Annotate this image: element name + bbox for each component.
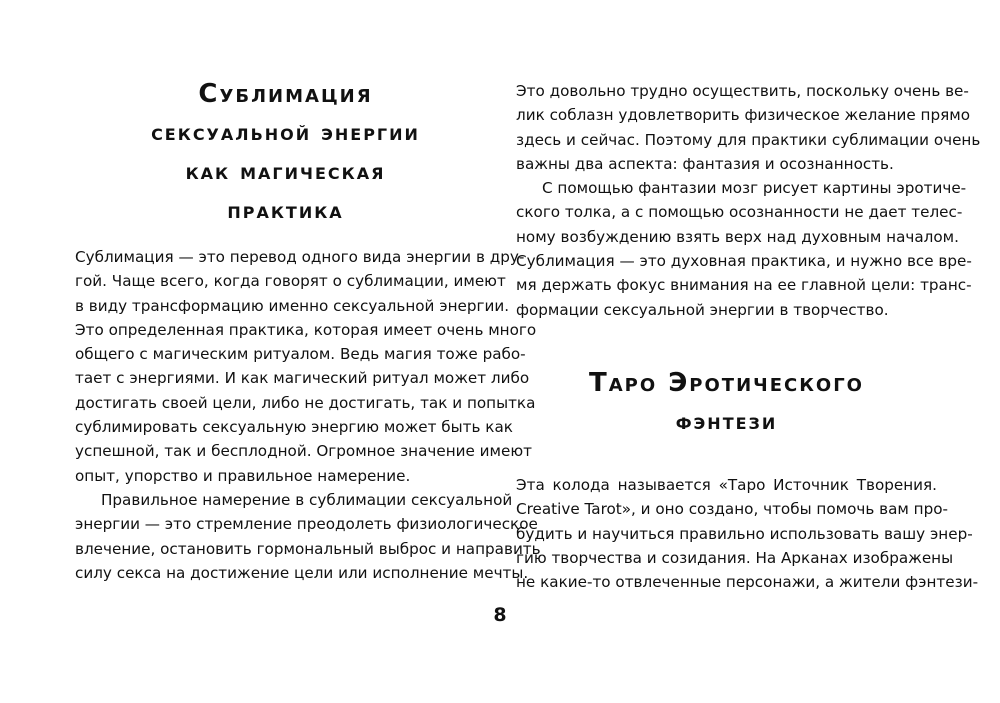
text-line: сублимировать сексуальную энергию может быть как [75, 418, 513, 437]
text-line: Сублимация — это духовная практика, и нужно все вре- [516, 252, 972, 271]
text-line: не какие-то отвлеченные персонажи, а жители фэнтези- [516, 573, 979, 592]
text-line: будить и научиться правильно использовать вашу энер- [516, 524, 973, 543]
text-line: Эта колода называется «Таро Источник Творения. [516, 475, 937, 494]
text-line: Это довольно трудно осуществить, поскольку очень ве- [516, 82, 969, 100]
text-line: мя держать фокус внимания на ее главной цели: транс- [516, 276, 972, 295]
text-line: Сублимация — это перевод одного вида энергии в дру- [75, 248, 525, 266]
text-line: здесь и сейчас. Поэтому для практики сублимации очень [516, 130, 981, 149]
section-heading-erotic-fantasy-tarot [516, 364, 937, 442]
heading-line: Сублимация [198, 79, 373, 109]
page-number: 8 [493, 604, 507, 626]
text-line: формации сексуальной энергии в творчество. [516, 300, 889, 319]
right-column [516, 0, 981, 594]
heading-line: сексуальной энергии [151, 120, 420, 146]
text-line: ному возбуждению взять верх над духовным началом. [516, 227, 959, 246]
text-line: ского толка, а с помощью осознанности не дает телес- [516, 203, 963, 222]
paragraph-fantasy-awareness [516, 176, 972, 322]
heading-line: как магическая [185, 159, 386, 185]
heading-line: Таро Эротического [589, 367, 864, 398]
heading-line: практика [227, 198, 344, 224]
paragraph-right-intention [75, 488, 541, 585]
text-line: тает с энергиями. И как магический ритуал может либо [75, 369, 530, 388]
text-line: в виду трансформацию именно сексуальной энергии. [75, 296, 510, 315]
text-line: важны два аспекта: фантазия и осознанность. [516, 154, 894, 173]
paragraph-deck-description [516, 473, 979, 594]
text-line: Правильное намерение в сублимации сексуальной [101, 490, 513, 509]
text-line: Это определенная практика, которая имеет очень много [75, 320, 537, 339]
text-line: общего с магическим ритуалом. Ведь магия тоже рабо- [75, 345, 526, 364]
left-column [75, 0, 541, 585]
text-line: опыт, упорство и правильное намерение. [75, 466, 411, 485]
text-line: энергии — это стремление преодолеть физиологическое [75, 515, 538, 534]
text-line: С помощью фантазии мозг рисует картины эротиче- [542, 179, 967, 198]
text-line: лик соблазн удовлетворить физическое желание прямо [516, 106, 971, 125]
text-line: Creative Tarot», и оно создано, чтобы помочь вам про- [516, 500, 949, 519]
text-line: влечение, остановить гормональный выброс и направить [75, 539, 541, 558]
text-line: успешной, так и бесплодной. Огромное значение имеют [75, 442, 532, 461]
text-line: гой. Чаще всего, когда говорят о сублимации, имеют [75, 272, 506, 291]
section-heading-sublimation [75, 75, 496, 231]
text-line: достигать своей цели, либо не достигать, так и попытка [75, 393, 536, 412]
paragraph-sublimation-intro [75, 245, 537, 488]
paragraph-difficulty [516, 79, 981, 176]
heading-line: фэнтези [675, 408, 778, 435]
text-line: силу секса на достижение цели или исполнение мечты. [75, 563, 529, 582]
text-line: гию творчества и созидания. На Арканах изображены [516, 548, 954, 567]
